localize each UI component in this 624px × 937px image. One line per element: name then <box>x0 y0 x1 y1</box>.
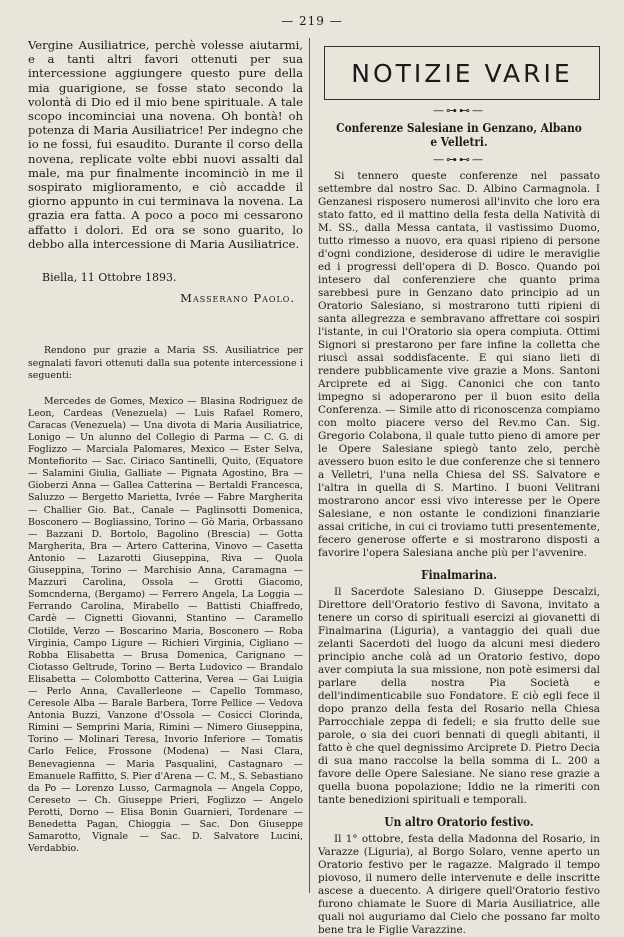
section-title-oratorio: Un altro Oratorio festivo. <box>384 815 534 829</box>
section-header-box <box>324 46 600 100</box>
ornament-divider: —⊶⊷— <box>433 104 485 117</box>
right-column <box>318 38 600 937</box>
notizie-varie-title: NOTIZIE VARIE <box>351 58 573 88</box>
thanks-intro: Rendono pur grazie a Maria SS. Ausiliatrice per segnalati favori ottenuti dalla sua potente intercessione i seguenti: <box>28 345 303 381</box>
thanks-names-list: Mercedes de Gomes, Mexico — Blasina Rodriguez de Leon, Cardeas (Venezuela) — Luis Rafael Romero, Caracas (Venezuela) — Una divota di Maria Ausiliatrice, Lonigo — Un alunno del Collegio di Parma — C. G. di Foglizzo — Marciala Palomares, Mexico — Ester Selva, Montefiorito — Sac. Ciriaco Santinelli, Quito, (Equatore — Salamini Giulia, Galliate — Pignata Agostino, Bra — Gioberzi Anna — Gallea Catterina — Bertaldi Francesca, Saluzzo — Bergetto Marietta, Ivrée — Fabre Margherita — Challier Gio. Bat., Canale — Paglinsotti Domenica, Bosconero — Bogliassino, Torino — Gò Maria, Orbassano — Bazzani D. Bortolo, Bagolino (Brescia) — Gotta Margherita, Bra — Artero Catterina, Vinovo — Casetta Antonio — Lazarotti Giuseppina, Riva — Quola Giuseppina, Torino — Marchisio Anna, Caramagna — Mazzuri Carolina, Ossola — Grotti Giacomo, Somcnderna, (Bergamo) — Ferrero Angela, La Loggia — Ferrando Carolina, Mirabello — Battisti Chiaffredo, Cardè — Cignetti Giovanni, Stantino — Caramello Clotilde, Verzo — Boscarino Maria, Bosconero — Roba Virginia, Campo Ligure — Richieri Virginia, Cigliano — Robba Elisabetta — Brusa Domenica, Carignano — Ciotasso Geltrude, Torino — Berta Ludovico — Brandalo Elisabetta — Colombotto Catterina, Verea — Gai Luigia — Perlo Anna, Cavallerleone — Capello Tommaso, Ceresole Alba — Barale Barbera, Torre Pellice — Vedova Antonia Buzzi, Vanzone d'Ossola — Cosicci Clorinda, Rimini — Semprini Maria, Rimini — Nimero Giuseppina, Torino — Molinari Teresa, Invorio Inferiore — Tomatis Carlo Felice, Frossone (Modena) — Nasi Clara, Benevagienna — Maria Pasqualini, Castagnaro — Emanuele Raffitto, S. Pier d'Arena — C. M., S. Sebastiano da Po — Lorenzo Lusso, Carmagnola — Angela Coppo, Cereseto — Ch. Giuseppe Prieri, Foglizzo — Angelo Perotti, Dorno — Elisa Bonin Guarnieri, Tordenare — Benedetta Pagan, Chioggia — Sac. Don Giuseppe Samarotto, Vignale — Sac. D. Salvatore Lucini, Verdabbio. <box>28 395 303 855</box>
section-text-finalmarina: Il Sacerdote Salesiano D. Giuseppe Descalzi, Direttore dell'Oratorio festivo di Savona, invitato a tenere un corso di spirituali esercizi ai giovanetti di Finalmarina (Liguria), a vantaggio dei quali due zelanti Sacerdoti del luogo da alcuni mesi diedero principio anche colà ad un Oratorio festivo, dopo aver compiuta la sua missione, non potè esimersi dal parlare della nostra Pia Società e dell'indimenticabile suo Fondatore. E ciò egli fece il dopo pranzo della festa del Rosario nella Chiesa Parrocchiale zeppa di fedeli; e sia frutto delle sue parole, o sia dei cuori bennati di quegli abitanti, il fatto è che quel degnissimo Arciprete D. Pietro Decia di sua mano raccolse la bella somma di L. 200 a favore delle Opere Salesiane. Ne siano rese grazie a quella buona popolazione; Iddio ne la rimeriti con tante benedizioni spirituali e temporali. <box>318 586 600 806</box>
section-text-conferenze: Si tennero queste conferenze nel passato settembre dal nostro Sac. D. Albino Carmagnola. I Genzanesi risposero numerosi all'invito che loro era stato fatto, ed il mattino della festa della Natività di M. SS., dalla Messa cantata, il vastissimo Duomo, tutto rimesso a nuovo, era quasi ripieno di persone d'ogni condizione, desiderose di udire le meraviglie ed i progressi dell'opera di D. Bosco. Quando poi intesero dal conferenziere che quanto prima sarebbesi pure in Genzano dato principio ad un Oratorio Salesiano, si mostrarono tutti ripieni di santa allegrezza e sembravano affrettare coi sospiri l'istante, in cui l'Oratorio sia opera compiuta. Ottimi Signori si prestarono per fare infine la colletta che riuscì assai soddisfacente. E qui siano lieti di rendere pubblicamente vive grazie a Mons. Santoni Arciprete ed ai Sigg. Canonici che con tanto impegno si adoperarono per il buon esito della Conferenza. — Simile atto di riconoscenza compiamo con molto piacere verso del Rev.mo Can. Sig. Gregorio Colabona, il quale tutto pieno di amore per le Opere Salesiane spiegò tanto zelo, perchè avessero buon esito le due conferenze che si tennero a Velletri, l'una nella Chiesa del SS. Salvatore e l'altra in quella di S. Martino. I buoni Velitrani mostrarono ancor essi vivo interesse per le Opere Salesiane, e non ostante le condizioni finanziarie assai critiche, in cui ci troviamo tutti presentemente, fecero generose offerte e si mostrarono disposti a favorire l'opera Salesiana anche più per l'avvenire. <box>318 170 600 559</box>
left-column <box>28 38 303 855</box>
column-divider <box>309 38 310 893</box>
page-number: — 219 — <box>281 14 343 28</box>
letter-signature: Masserano Paolo. <box>180 291 295 306</box>
section-title-conferenze: Conferenze Salesiane in Genzano, Albano e Velletri. <box>336 121 582 149</box>
section-text-oratorio: Il 1° ottobre, festa della Madonna del Rosario, in Varazze (Liguria), al Borgo Solaro, venne aperto un Oratorio festivo per le ragazze. Malgrado il tempo piovoso, il numero delle intervenute e delle inscritte ascese a duecento. A dirigere quell'Oratorio festivo furono chiamate le Suore di Maria Ausiliatrice, alle quali noi auguriamo dal Cielo che possano far molto bene tra le Figlie Varazzine. <box>318 833 600 936</box>
section-title-finalmarina: Finalmarina. <box>421 568 497 582</box>
letter-text: Vergine Ausiliatrice, perchè volesse aiutarmi, e a tanti altri favori ottenuti per sua intercessione aggiungere questo pure della mia guarigione, se fosse stato secondo la volontà di Dio ed il mio bene spirituale. A tale scopo incominciai una novena. Oh bontà! oh potenza di Maria Ausiliatrice! Per indegno che io ne fossi, fui esaudito. Durante il corso della novena, replicate volte ebbi nuovi assalti dal male, ma pur finalmente incominciò in me il sospirato miglioramento, e ciò accadde il giorno appunto in cui terminava la novena. La grazia era fatta. A poco a poco mi cessarono affatto i dolori. Ed ora se sono guarito, lo debbo alla intercessione di Maria Ausiliatrice. <box>28 38 303 251</box>
letter-date: Biella, 11 Ottobre 1893. <box>42 271 177 285</box>
ornament-divider: —⊶⊷— <box>433 153 485 166</box>
